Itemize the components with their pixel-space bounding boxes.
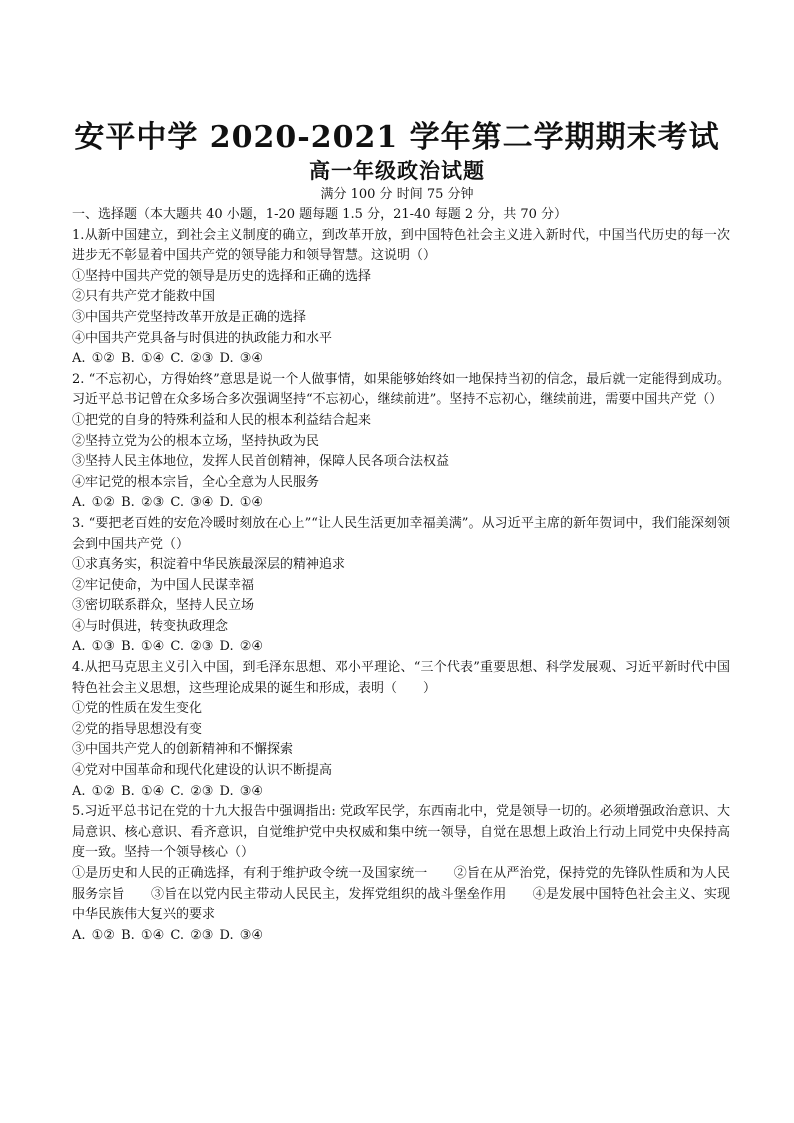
question-4-item-1: ①党的性质在发生变化 [72,701,203,717]
question-3-item-3: ③密切联系群众，坚持人民立场 [72,598,255,614]
question-3-item-1: ①求真务实，积淀着中华民族最深层的精神追求 [72,557,346,573]
question-1-stem: 1.从新中国建立，到社会主义制度的确立，到改革开放，到中国特色社会主义进入新时代，中国当代历史的每一次进步无不彰显着中国共产党的领导能力和领导智慧。这说明（） [72,227,730,264]
question-5-options: A. ①② B. ①④ C. ②③ D. ③④ [72,927,264,943]
exam-title: 安平中学 2020-2021 学年第二学期期末考试 [74,120,720,155]
question-4-item-4: ④党对中国革命和现代化建设的认识不断提高 [72,763,333,779]
question-1-item-2: ②只有共产党才能救中国 [72,289,216,305]
question-3-item-4: ④与时俱进，转变执政理念 [72,618,229,634]
question-2-item-1: ①把党的自身的特殊利益和人民的根本利益结合起来 [72,412,372,428]
question-3-stem: 3. “要把老百姓的安危冷暖时刻放在心上”“让人民生活更加幸福美满”。从习近平主席的新年贺词中，我们能深刻领会到中国共产党（） [72,515,730,552]
question-1-item-4: ④中国共产党具备与时俱进的执政能力和水平 [72,330,333,346]
question-1-item-3: ③中国共产党坚持改革开放是正确的选择 [72,309,307,325]
question-1-item-1: ①坚持中国共产党的领导是历史的选择和正确的选择 [72,268,372,284]
question-2-item-3: ③坚持人民主体地位，发挥人民首创精神，保障人民各项合法权益 [72,454,450,470]
question-3-item-2: ②牢记使命，为中国人民谋幸福 [72,577,255,593]
question-4-item-3: ③中国共产党人的创新精神和不懈探索 [72,742,294,758]
question-2-stem: 2. “不忘初心，方得始终”意思是说一个人做事情，如果能够始终如一地保持当初的信念，最后就一定能得到成功。习近平总书记曾在众多场合多次强调坚持“不忘初心，继续前进”。坚持不忘初心，继续前进，需要中国共产党（） [72,371,730,408]
question-5-stem: 5.习近平总书记在党的十九大报告中强调指出: 党政军民学，东西南北中，党是领导一切的。必须增强政治意识、大局意识、核心意识、看齐意识，自觉维护党中央权威和集中统一领导，自觉在思想上政治上行动上同党中央保持高度一致。坚持一个领导核心（） [72,804,730,861]
exam-content [72,205,730,946]
question-4-item-2: ②党的指导思想没有变 [72,721,203,737]
question-2-item-4: ④牢记党的根本宗旨，全心全意为人民服务 [72,474,320,490]
question-3-options: A. ①③ B. ①④ C. ②③ D. ②④ [72,639,264,655]
question-4-stem: 4.从把马克思主义引入中国，到毛泽东思想、邓小平理论、“三个代表”重要思想、科学发展观、习近平新时代中国特色社会主义思想，这些理论成果的诞生和形成，表明（ ） [72,660,730,696]
exam-meta: 满分 100 分 时间 75 分钟 [320,187,474,202]
section-heading: 一、选择题（本大题共 40 小题，1-20 题每题 1.5 分，21-40 每题 2 分，共 70 分） [72,207,568,222]
question-5-items: ①是历史和人民的正确选择，有利于维护政令统一及国家统一 ②旨在从严治党，保持党的先锋队性质和为人民服务宗旨 ③旨在以党内民主带动人民民主，发挥党组织的战斗堡垒作用 ④是发展中国特色社会主义、实现中华民族伟大复兴的要求 [72,866,730,923]
question-1-options: A. ①② B. ①④ C. ②③ D. ③④ [72,351,264,367]
question-2-item-2: ②坚持立党为公的根本立场，坚持执政为民 [72,433,320,449]
exam-subtitle: 高一年级政治试题 [309,158,485,183]
question-4-options: A. ①② B. ①④ C. ②③ D. ③④ [72,783,264,799]
question-2-options: A. ①② B. ②③ C. ③④ D. ①④ [72,495,264,511]
